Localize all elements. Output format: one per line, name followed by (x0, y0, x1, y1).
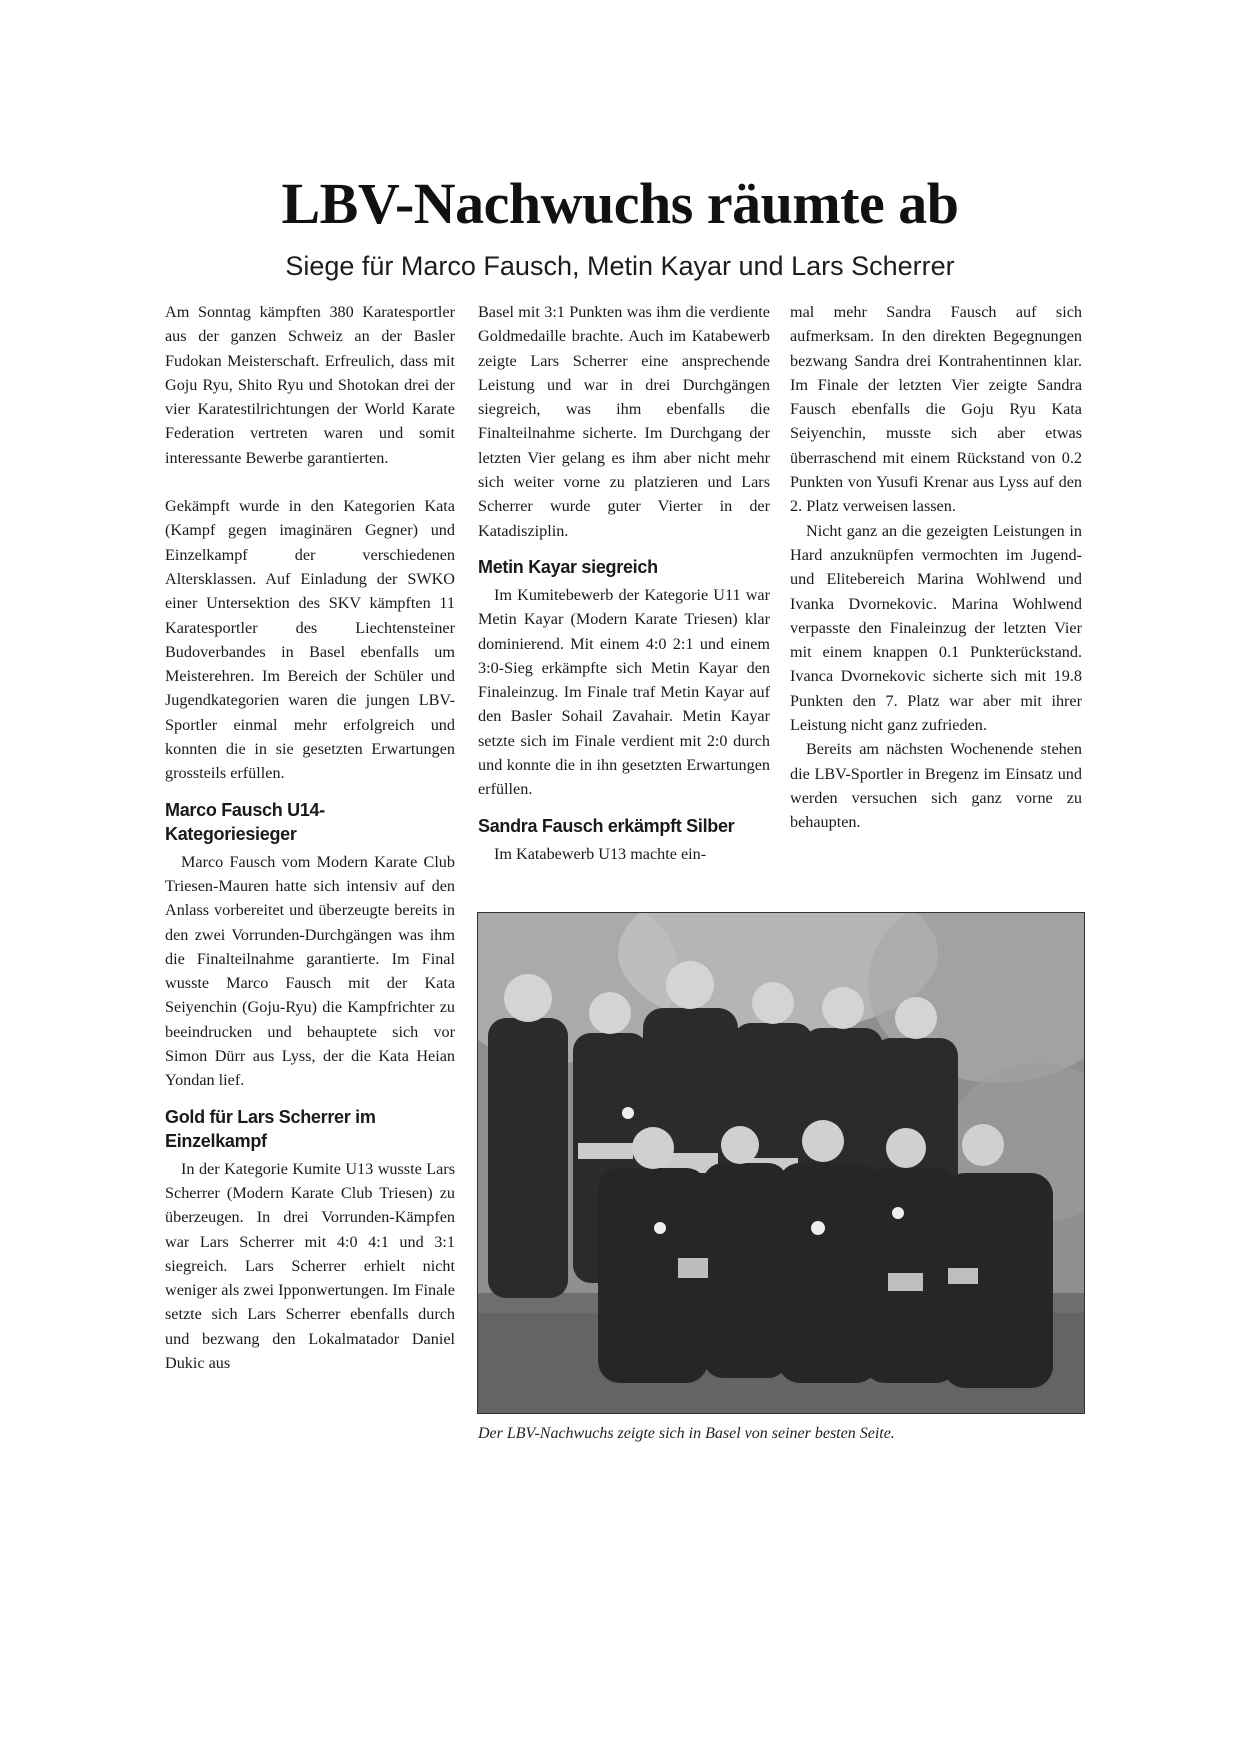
section-heading: Marco Fausch U14-Kategoriesieger (165, 799, 325, 844)
paragraph: Nicht ganz an die gezeigten Leistungen in Hard anzuknüpfen vermochten im Jugend- und Elitebereich Marina Wohlwend und Ivanka Dvornekovic. Marina Wohlwend verpasste den Finaleinzug der letzten Vier mit einem knappen 0.1 Punkterückstand. Ivanca Dvornekovic sicherte sich mit 19.8 Punkten den 7. Platz war aber mit ihrer Leistung nicht ganz zufrieden. (790, 521, 1082, 735)
paragraph: Bereits am nächsten Wochenende stehen die LBV-Sportler in Bregenz im Einsatz und werden versuchen sich ganz vorne zu behaupten. (790, 740, 1082, 832)
article-column-3 (790, 300, 1082, 835)
section-heading: Sandra Fausch erkämpft Silber (478, 815, 735, 836)
paragraph: Basel mit 3:1 Punkten was ihm die verdiente Goldmedaille brachte. Auch im Katabewerb zeigte Lars Scherrer eine ansprechende Leistung und war in drei Durchgängen siegreich, was ihm ebenfalls die Finalteilnahme sicherte. Im Durchgang der letzten Vier gelang es ihm aber nicht mehr sich weiter vorne zu platzieren und Lars Scherrer wurde guter Vierter in der Katadisziplin. (478, 303, 770, 540)
paragraph: mal mehr Sandra Fausch auf sich aufmerksam. In den direkten Begegnungen bezwang Sandra drei Kontrahentinnen klar. Im Finale der letzten Vier zeigte Sandra Fausch ebenfalls die Goju Ryu Kata Seiyenchin, musste sich aber etwas überraschend mit einem Rückstand von 0.2 Punkten von Yusufi Krenar aus Lyss auf den 2. Platz verweisen lassen. (790, 303, 1082, 516)
article-subheadline: Siege für Marco Fausch, Metin Kayar und Lars Scherrer (285, 251, 955, 281)
photo-caption: Der LBV-Nachwuchs zeigte sich in Basel von seiner besten Seite. (478, 1425, 895, 1442)
team-photo-illustration (478, 913, 1084, 1413)
paragraph: Marco Fausch vom Modern Karate Club Triesen-Mauren hatte sich intensiv auf den Anlass vorbereitet und überzeugte bereits in den zwei Vorrunden-Durchgängen was ihm die Finalteilnahme garantierte. Im Final wusste Marco Fausch mit der Kata Seiyenchin (Goju-Ryu) die Kampfrichter zu beeindrucken und behauptete sich vor Simon Dürr aus Lyss, der die Kata Heian Yondan lief. (165, 852, 455, 1090)
paragraph: Gekämpft wurde in den Kategorien Kata (Kampf gegen imaginären Gegner) und Einzelkampf der verschiedenen Altersklassen. Auf Einladung der SWKO einer Untersektion des SKV kämpften 11 Karatesportler des Liechtensteiner Budoverbandes in Basel ebenfalls um Meisterehren. Im Bereich der Schüler und Jugendkategorien waren die jungen LBV-Sportler einmal mehr erfolgreich und konnten die in sie gesetzten Erwartungen grossteils erfüllen. (165, 497, 455, 783)
paragraph: Im Kumitebewerb der Kategorie U11 war Metin Kayar (Modern Karate Triesen) klar dominierend. Mit einem 4:0 2:1 und einem 3:0-Sieg erkämpfte sich Metin Kayar den Finaleinzug. Im Finale traf Metin Kayar auf den Basler Sohail Zavahair. Metin Kayar setzte sich im Finale verdient mit 2:0 durch und konnte die in ihn gesetzten Erwartungen erfüllen. (478, 585, 770, 799)
article-column-1 (165, 300, 455, 1375)
section-heading: Gold für Lars Scherrer im Einzelkampf (165, 1106, 376, 1151)
paragraph: Am Sonntag kämpften 380 Karatesportler aus der ganzen Schweiz an der Basler Fudokan Meisterschaft. Erfreulich, dass mit Goju Ryu, Shito Ryu und Shotokan drei der vier Karatestilrichtungen der World Karate Federation vertreten waren und somit interessante Bewerbe garantierten. (165, 303, 455, 467)
article-column-2 (478, 300, 770, 866)
article-headline: LBV-Nachwuchs räumte ab (281, 171, 959, 236)
paragraph: In der Kategorie Kumite U13 wusste Lars Scherrer (Modern Karate Club Triesen) zu überzeugen. In drei Vorrunden-Kämpfen war Lars Scherrer mit 4:0 4:1 und 3:1 siegreich. Lars Scherrer erhielt nicht weniger als zwei Ipponwertungen. Im Finale setzte sich Lars Scherrer ebenfalls durch und bezwang den Lokalmatador Daniel Dukic aus (165, 1159, 455, 1372)
paragraph: Im Katabewerb U13 machte ein- (494, 844, 707, 863)
team-photo (477, 912, 1085, 1414)
section-heading: Metin Kayar siegreich (478, 556, 658, 577)
